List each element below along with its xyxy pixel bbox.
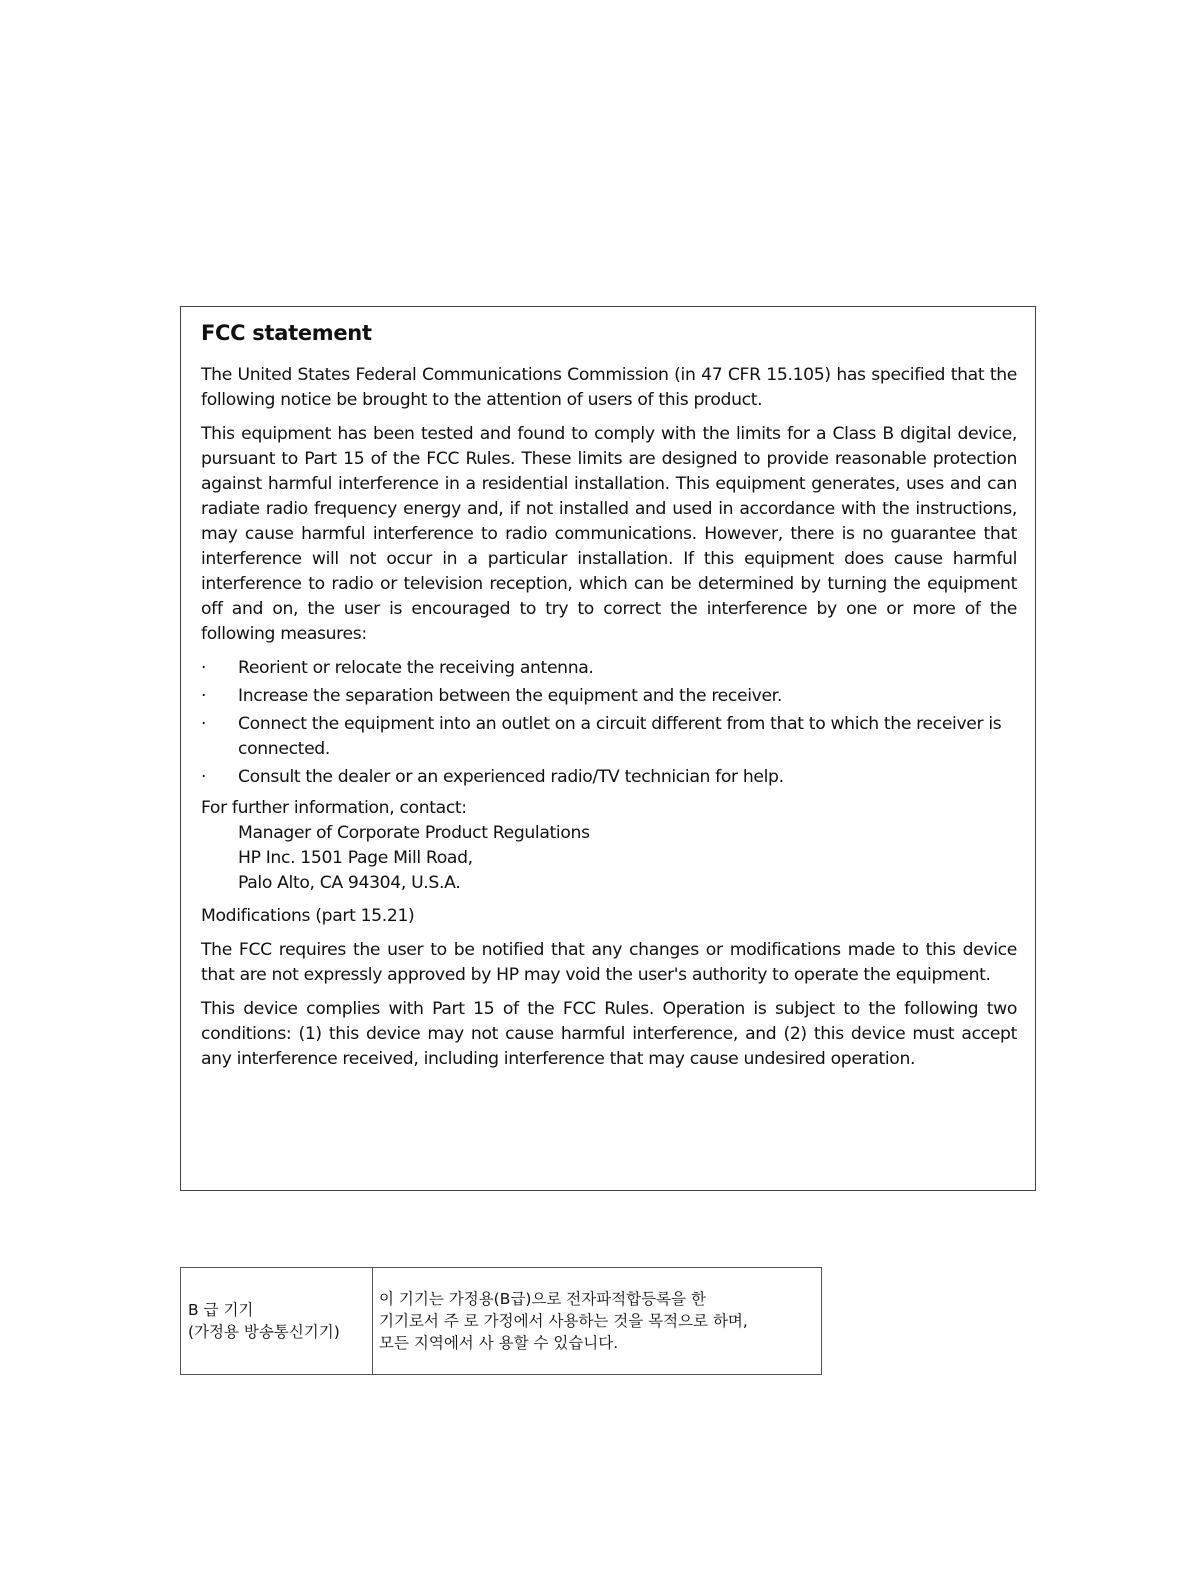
contact-line: Palo Alto, CA 94304, U.S.A. xyxy=(238,873,461,893)
contact-block xyxy=(201,796,1017,896)
contact-heading: For further information, contact: xyxy=(201,798,467,818)
measure-text: Reorient or relocate the receiving antenna. xyxy=(238,658,594,678)
measure-text: Consult the dealer or an experienced radio/TV technician for help. xyxy=(238,767,784,787)
bullet-icon: · xyxy=(201,658,207,678)
bullet-icon: · xyxy=(201,714,207,734)
modifications-heading: Modifications (part 15.21) xyxy=(201,906,415,926)
measure-text: Increase the separation between the equipment and the receiver. xyxy=(238,686,782,706)
contact-line: HP Inc. 1501 Page Mill Road, xyxy=(238,848,473,868)
fcc-intro-paragraph: The United States Federal Communications Commission (in 47 CFR 15.105) has specified that the following notice be brought to the attention of users of this product. xyxy=(201,365,1017,410)
fcc-title: FCC statement xyxy=(201,321,372,345)
device-class-cell xyxy=(181,1268,373,1375)
measure-text: Connect the equipment into an outlet on a circuit different from that to which the receiver is connected. xyxy=(238,714,1002,759)
korea-class-b-table xyxy=(180,1267,822,1375)
korea-notice-line: 모든 지역에서 사 용할 수 있습니다. xyxy=(379,1334,619,1352)
contact-line: Manager of Corporate Product Regulations xyxy=(238,823,590,843)
compliance-paragraph: This device complies with Part 15 of the FCC Rules. Operation is subject to the following two conditions: (1) this device may not cause harmful interference, and (2) this device must accept any interference received, including interference that may cause undesired operation. xyxy=(201,999,1017,1069)
list-item xyxy=(201,765,1017,790)
fcc-statement-box xyxy=(180,306,1036,1191)
korea-notice-line: 이 기기는 가정용(B급)으로 전자파적합등록을 한 xyxy=(379,1290,706,1308)
korea-notice-cell xyxy=(373,1268,822,1375)
list-item xyxy=(201,684,1017,709)
fcc-body-paragraph: This equipment has been tested and found to comply with the limits for a Class B digital device, pursuant to Part 15 of the FCC Rules. These limits are designed to provide reasonable protection against harmful interference in a residential installation. This equipment generates, uses and can radiate radio frequency energy and, if not installed and used in accordance with the instructions, may cause harmful interference to radio communications. However, there is no guarantee that interference will not occur in a particular installation. If this equipment does cause harmful interference to radio or television reception, which can be determined by turning the equipment off and on, the user is encouraged to try to correct the interference by one or more of the following measures: xyxy=(201,424,1017,644)
list-item xyxy=(201,712,1017,762)
device-class-line: B 급 기기 xyxy=(188,1301,254,1319)
table-row xyxy=(181,1268,822,1375)
bullet-icon: · xyxy=(201,686,207,706)
device-class-line: (가정용 방송통신기기) xyxy=(188,1323,340,1341)
measures-list xyxy=(201,656,1017,790)
list-item xyxy=(201,656,1017,681)
korea-notice-line: 기기로서 주 로 가정에서 사용하는 것을 목적으로 하며, xyxy=(379,1312,748,1330)
bullet-icon: · xyxy=(201,767,207,787)
modifications-paragraph: The FCC requires the user to be notified that any changes or modifications made to this device that are not expressly approved by HP may void the user's authority to operate the equipment. xyxy=(201,940,1017,985)
